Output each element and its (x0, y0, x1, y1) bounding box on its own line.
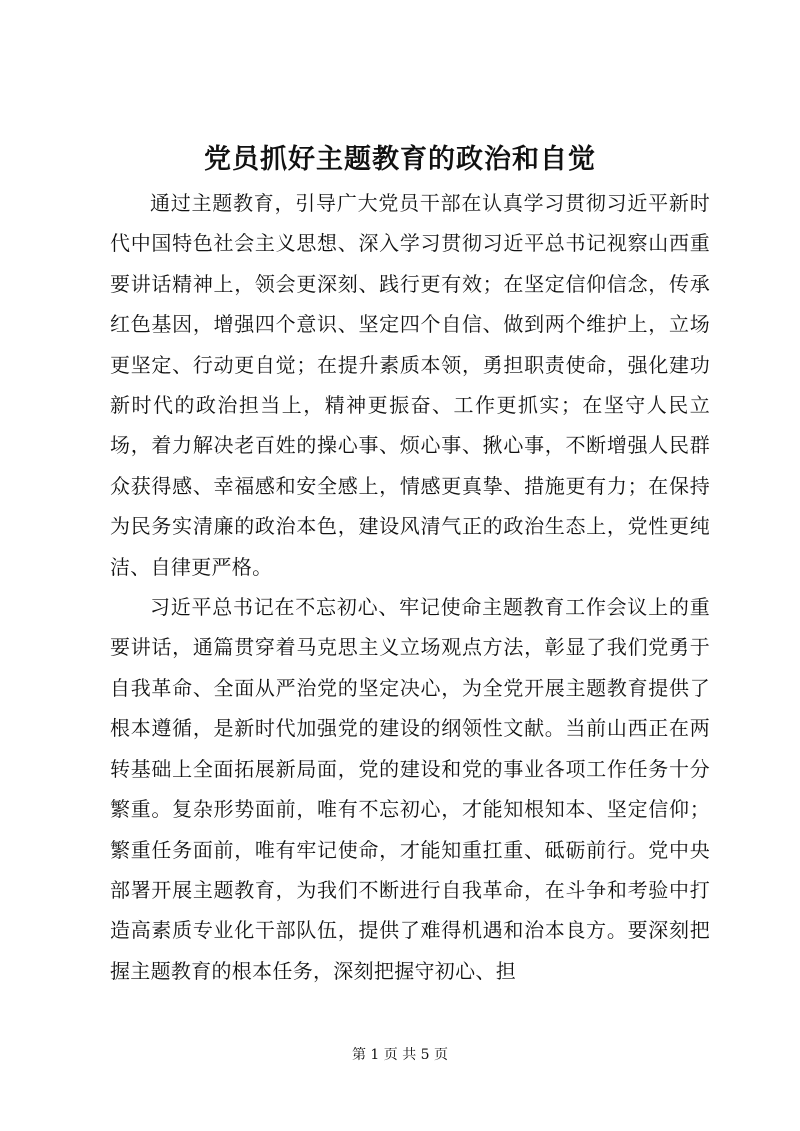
page-title: 党员抓好主题教育的政治和自觉 (204, 144, 596, 175)
paragraph-2: 习近平总书记在不忘初心、牢记使命主题教育工作会议上的重要讲话，通篇贯穿着马克思主义立场观点方法，彰显了我们党勇于自我革命、全面从严治党的坚定决心，为全党开展主题教育提供了根本遵循，是新时代加强党的建设的纲领性文献。当前山西正在两转基础上全面拓展新局面，党的建设和党的事业各项工作任务十分繁重。复杂形势面前，唯有不忘初心，才能知根知本、坚定信仰；繁重任务面前，唯有牢记使命，才能知重扛重、砥砺前行。党中央部署开展主题教育，为我们不断进行自我革命，在斗争和考验中打造高素质专业化干部队伍，提供了难得机遇和治本良方。要深刻把握主题教育的根本任务，深刻把握守初心、担 (110, 595, 710, 983)
document-body (110, 183, 710, 991)
paragraph-1: 通过主题教育，引导广大党员干部在认真学习贯彻习近平新时代中国特色社会主义思想、深入学习贯彻习近平总书记视察山西重要讲话精神上，领会更深刻、践行更有效；在坚定信仰信念，传承红色基因，增强四个意识、坚定四个自信、做到两个维护上，立场更坚定、行动更自觉；在提升素质本领，勇担职责使命，强化建功新时代的政治担当上，精神更振奋、工作更抓实；在坚守人民立场，着力解决老百姓的操心事、烦心事、揪心事，不断增强人民群众获得感、幸福感和安全感上，情感更真挚、措施更有力；在保持为民务实清廉的政治本色，建设风清气正的政治生态上，党性更纯洁、自律更严格。 (110, 191, 710, 579)
page-footer: 第 1 页 共 5 页 (351, 1047, 449, 1063)
